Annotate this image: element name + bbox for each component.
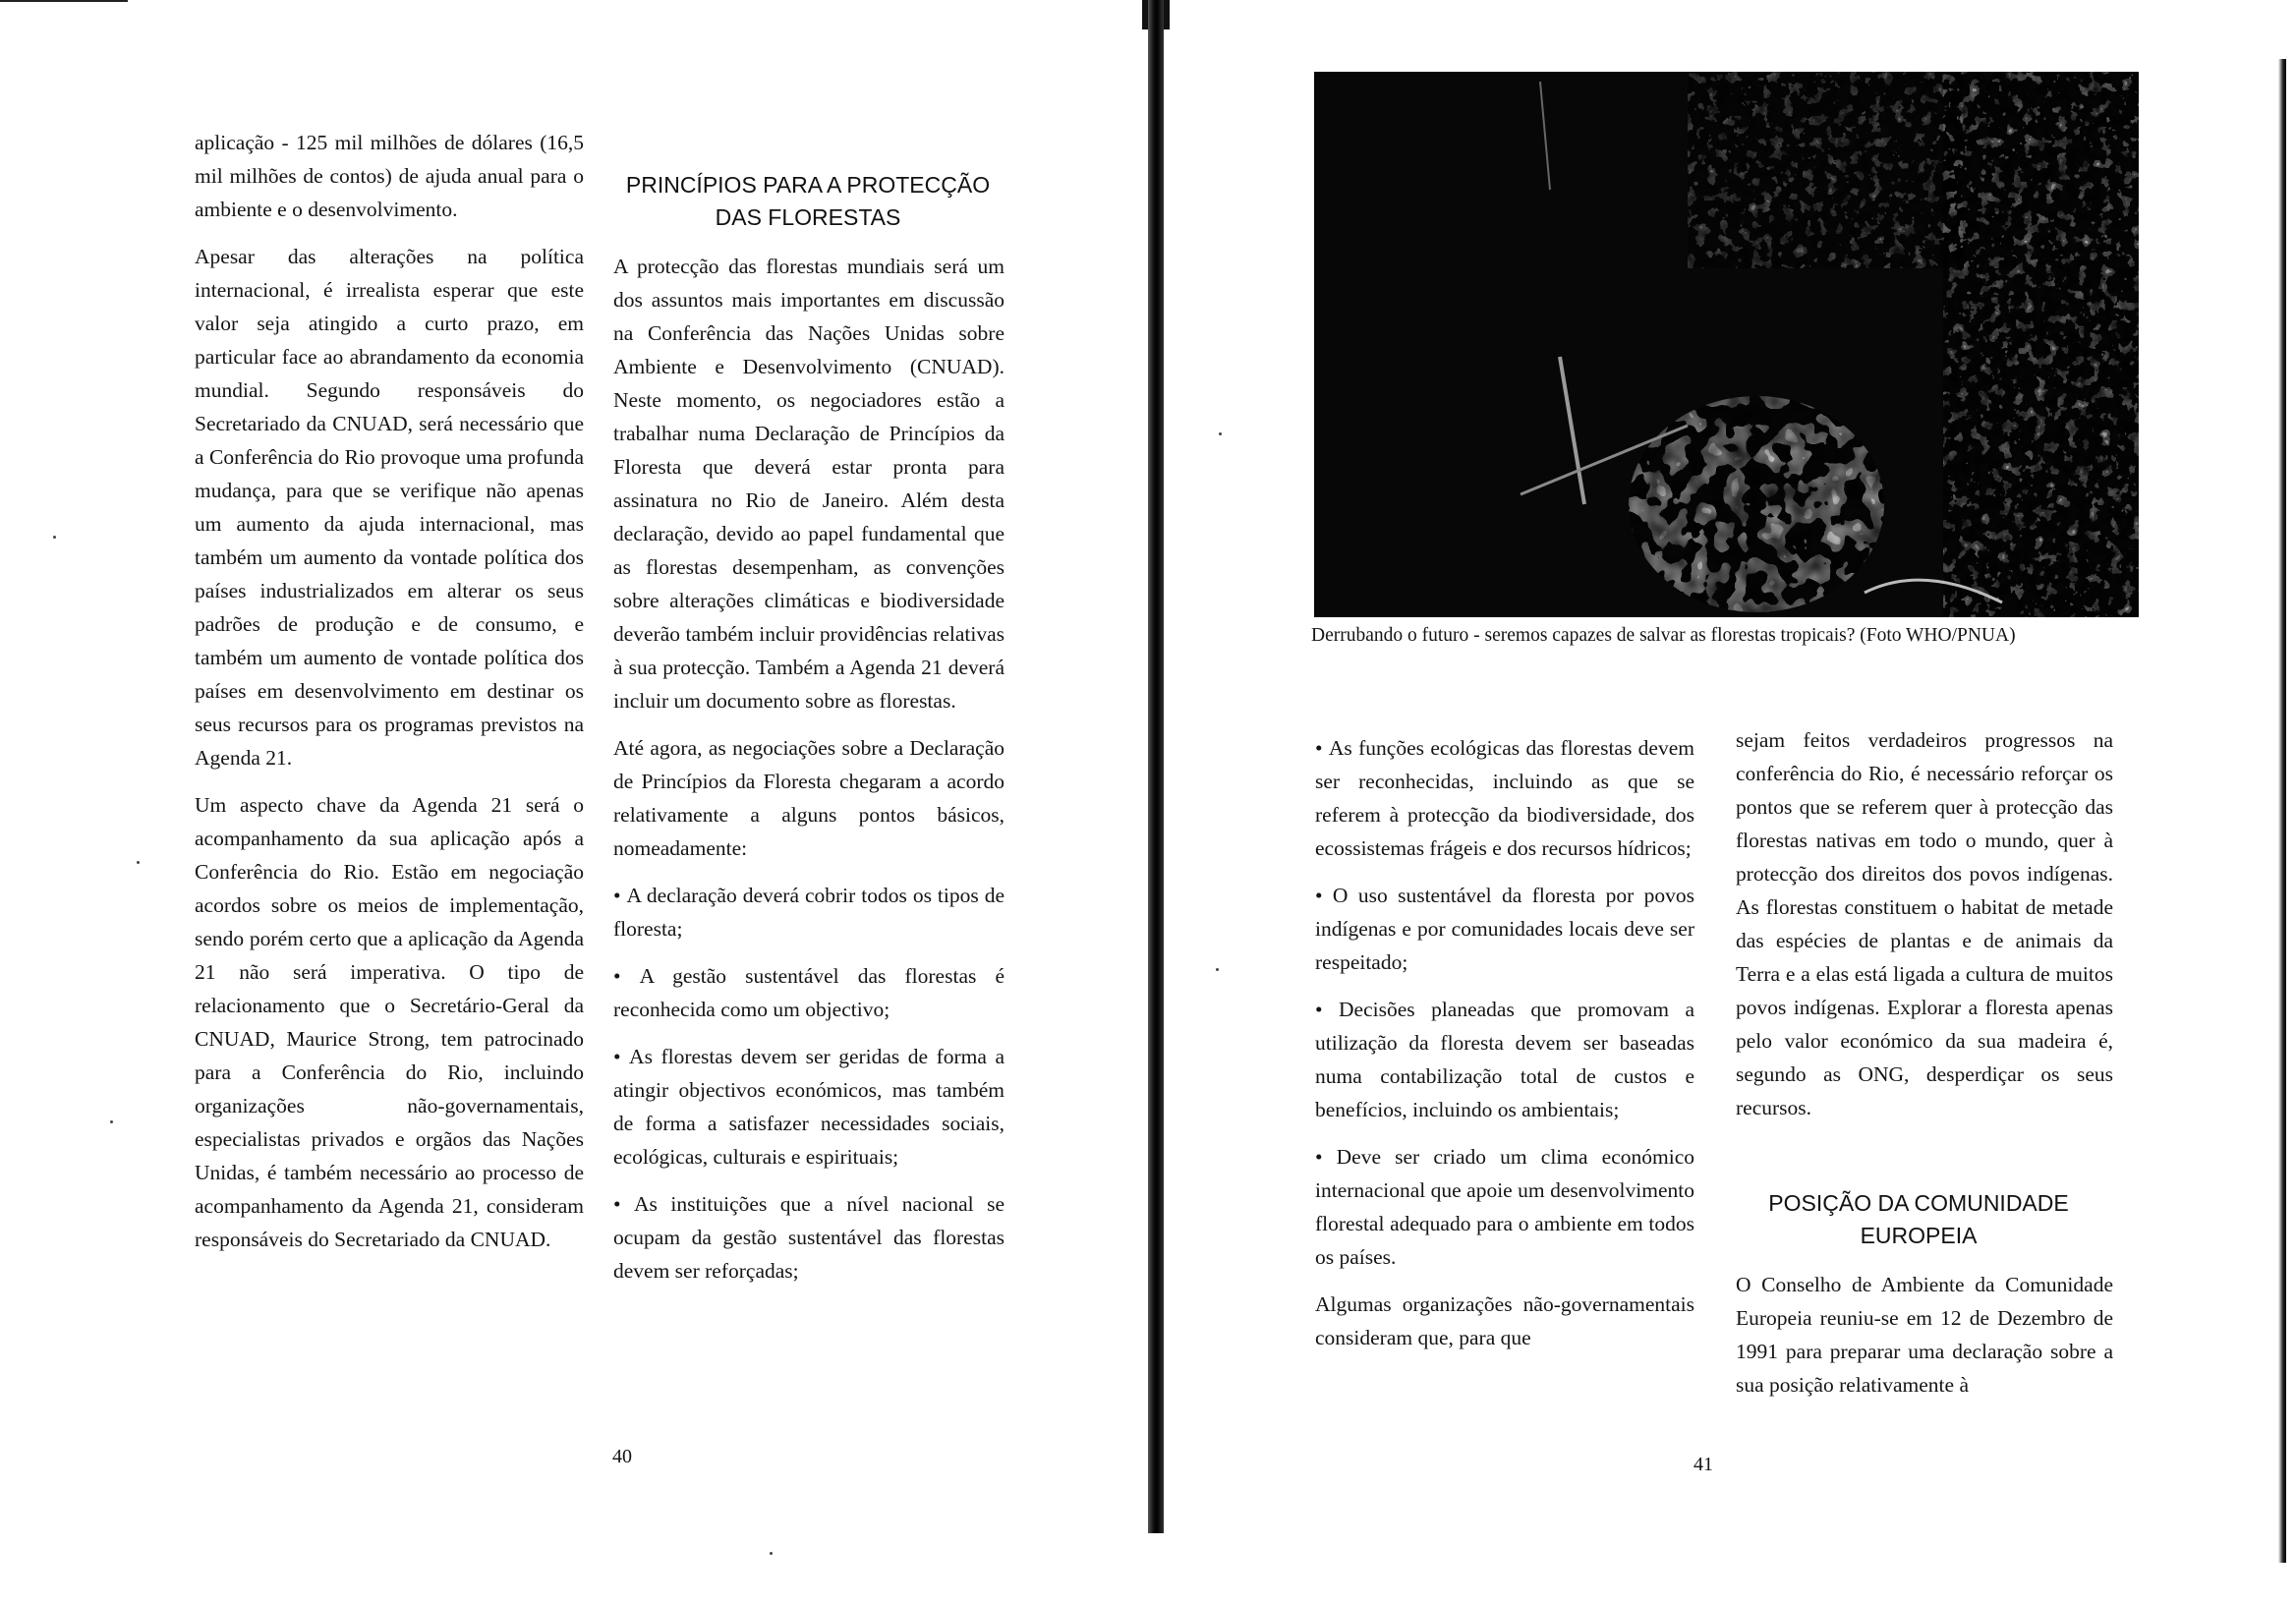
deforestation-photo: [1314, 72, 2139, 617]
bullet-item: • Deve ser criado um clima económico internacional que apoie um desenvolvimento florestal adequado para o ambiente em todos os países.: [1315, 1140, 1694, 1274]
bullet-item: • As funções ecológicas das florestas devem ser reconhecidas, incluindo as que se referem à protecção da biodiversidade, dos ecossistemas frágeis e dos recursos hídricos;: [1315, 731, 1694, 865]
scan-speck: [1219, 432, 1222, 435]
left-page-column-1: [195, 126, 584, 1270]
section-heading-european-community: POSIÇÃO DA COMUNIDADE EUROPEIA: [1768, 1190, 2069, 1248]
photo-image: [1314, 72, 2139, 617]
paragraph: O Conselho de Ambiente da Comunidade Europeia reuniu-se em 12 de Dezembro de 1991 para preparar uma declaração sobre a sua posição relativamente à: [1736, 1273, 2113, 1397]
bullet-item: • A gestão sustentável das florestas é reconhecida como um objectivo;: [613, 959, 1004, 1026]
bullet-item: • A declaração deverá cobrir todos os tipos de floresta;: [613, 879, 1004, 945]
bullet-item: • As florestas devem ser geridas de forma a atingir objectivos económicos, mas também de forma a satisfazer necessidades sociais, ecológicas, culturais e espirituais;: [613, 1040, 1004, 1174]
paragraph: Até agora, as negociações sobre a Declaração de Princípios da Floresta chegaram a acordo relativamente a alguns pontos básicos, nomeadamente:: [613, 736, 1004, 860]
right-page-column-2: [1736, 723, 2113, 1138]
paragraph: Um aspecto chave da Agenda 21 será o acompanhamento da sua aplicação após a Conferência do Rio. Estão em negociação acordos sobre os meios de implementação, sendo porém certo que a aplicação da Agenda 21 não será imperativa. O tipo de relacionamento que o Secretário-Geral da CNUAD, Maurice Strong, tem patrocinado para a Conferência do Rio, incluindo organizações não-governamentais, especialistas privados e orgãos das Nações Unidas, é também necessário ao processo de acompanhamento da Agenda 21, consideram responsáveis do Secretariado da CNUAD.: [195, 793, 584, 1251]
book-spine-shadow: [1148, 0, 1164, 1533]
photo-caption: Derrubando o futuro - seremos capazes de salvar as florestas tropicais? (Foto WHO/PNUA): [1311, 625, 2016, 646]
bullet-item: • As instituições que a nível nacional se ocupam da gestão sustentável das florestas devem ser reforçadas;: [613, 1187, 1004, 1288]
scan-speck: [770, 1552, 773, 1555]
bullet-item: • Decisões planeadas que promovam a utilização da floresta devem ser baseadas numa contabilização total de custos e benefícios, incluindo os ambientais;: [1315, 993, 1694, 1126]
page-edge-shadow: [2278, 59, 2286, 1563]
right-page-column-1: [1315, 731, 1694, 1368]
right-page-column-2-continued: [1736, 1268, 2113, 1415]
page-number-left: 40: [612, 1446, 632, 1467]
scan-speck: [1216, 968, 1219, 971]
paragraph: Algumas organizações não-governamentais consideram que, para que: [1315, 1292, 1694, 1349]
section-heading-forest-principles: PRINCÍPIOS PARA A PROTECÇÃO DAS FLORESTAS: [625, 172, 991, 230]
bullet-item: • O uso sustentável da floresta por povos indígenas e por comunidades locais deve ser respeitado;: [1315, 879, 1694, 979]
paragraph: Apesar das alterações na política internacional, é irrealista esperar que este valor seja atingido a curto prazo, em particular face ao abrandamento da economia mundial. Segundo responsáveis do Secretariado da CNUAD, será necessário que a Conferência do Rio provoque uma profunda mudança, para que se verifique não apenas um aumento da ajuda internacional, mas também um aumento da vontade política dos países industrializados em alterar os seus padrões de produção e de consumo, e também um aumento de vontade política dos países em desenvolvimento em destinar os seus recursos para os programas previstos na Agenda 21.: [195, 245, 584, 770]
scan-speck: [53, 536, 56, 539]
paragraph: sejam feitos verdadeiros progressos na conferência do Rio, é necessário reforçar os pontos que se referem quer à protecção das florestas nativas em todo o mundo, quer à protecção dos direitos dos povos indígenas. As florestas constituem o habitat de metade das espécies de plantas e de animais da Terra e a elas está ligada a cultura de muitos povos indígenas. Explorar a floresta apenas pelo valor económico da sua madeira é, segundo as ONG, desperdiçar os seus recursos.: [1736, 728, 2113, 1119]
scan-speck: [110, 1120, 113, 1123]
left-page-column-2: [613, 250, 1004, 1301]
page-number-right: 41: [1693, 1454, 1713, 1475]
scan-edge-mark: [0, 0, 128, 2]
scan-speck: [137, 861, 140, 864]
paragraph: A protecção das florestas mundiais será um dos assuntos mais importantes em discussão na Conferência das Nações Unidas sobre Ambiente e Desenvolvimento (CNUAD). Neste momento, os negociadores estão a trabalhar numa Declaração de Princípios da Floresta que deverá estar pronta para assinatura no Rio de Janeiro. Além desta declaração, devido ao papel fundamental que as florestas desempenham, as convenções sobre alterações climáticas e biodiversidade deverão também incluir providências relativas à sua protecção. Também a Agenda 21 deverá incluir um documento sobre as florestas.: [613, 255, 1004, 713]
paragraph: aplicação - 125 mil milhões de dólares (16,5 mil milhões de contos) de ajuda anual para o ambiente e o desenvolvimento.: [195, 131, 584, 221]
